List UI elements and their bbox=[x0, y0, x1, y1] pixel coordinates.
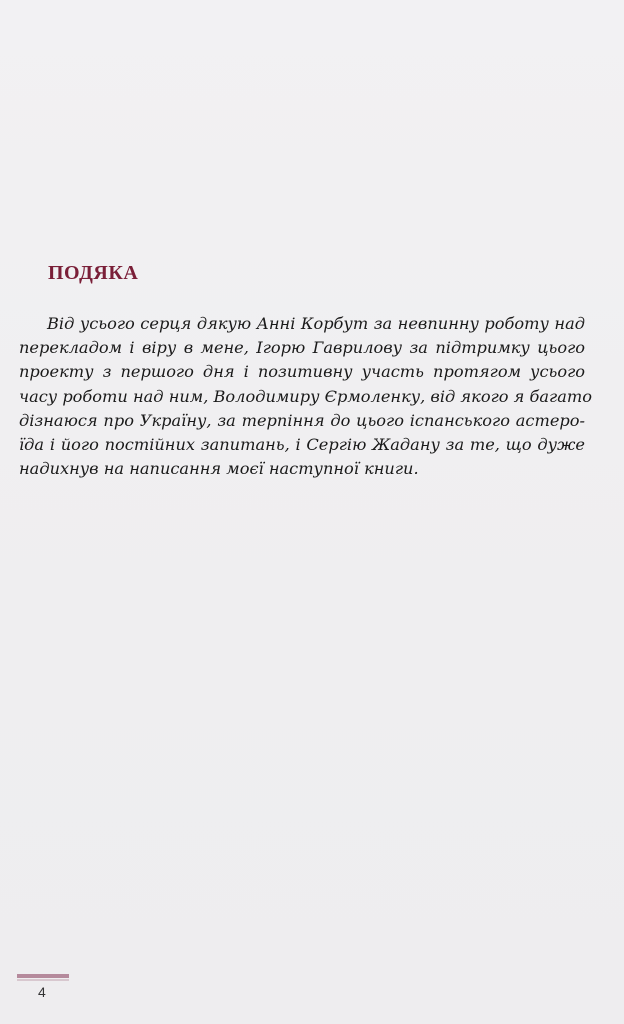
page-heading: ПОДЯКА bbox=[48, 262, 139, 284]
footer-decoration-bar-thin bbox=[17, 979, 69, 981]
paragraph-line: їда і його постійних запитань, і Сергію Жадану за те, що дуже bbox=[19, 435, 585, 455]
page-number: 4 bbox=[38, 984, 46, 1000]
paragraph-line: проекту з першого дня і позитивну участь протягом усього bbox=[19, 362, 585, 382]
paragraph-line: дізнаюся про Україну, за терпіння до цього іспанського астеро- bbox=[19, 410, 585, 430]
footer-decoration-bar bbox=[17, 974, 69, 978]
paragraph-line: Від усього серця дякую Анні Корбут за невпинну роботу над bbox=[47, 314, 585, 333]
paragraph-line: часу роботи над ним, Володимиру Єрмоленку, від якого я багато bbox=[19, 386, 592, 406]
paragraph-line: надихнув на написання моєї наступної книги. bbox=[19, 459, 419, 479]
acknowledgement-paragraph bbox=[19, 312, 592, 481]
paragraph-line: перекладом і віру в мене, Ігорю Гаврилову за підтримку цього bbox=[19, 338, 585, 358]
